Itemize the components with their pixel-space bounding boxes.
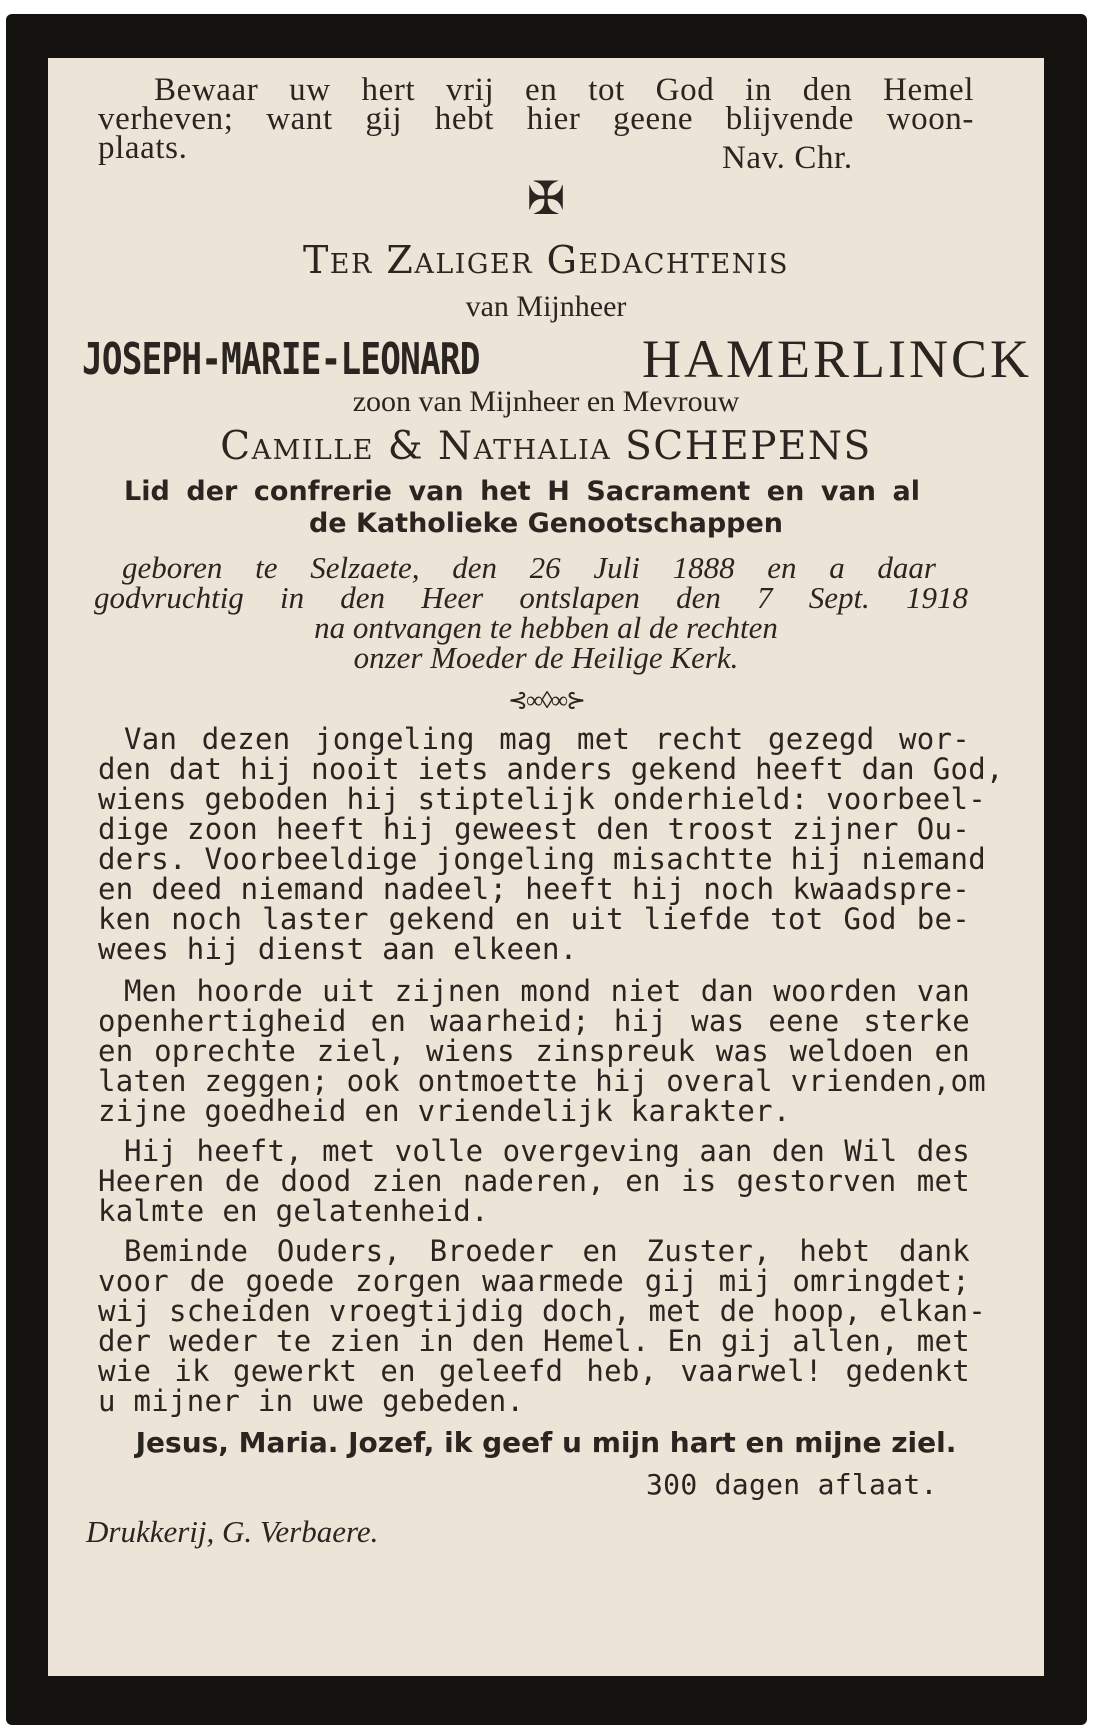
card-paper (48, 58, 1044, 1676)
para4-line-6: u mijner in uwe gebeden. (98, 1384, 525, 1418)
closing-prayer: Jesus, Maria. Jozef, ik geef u mijn hart en mijne ziel. (135, 1426, 957, 1459)
para4-line-1: Beminde Ouders, Broeder en Zuster, hebt dank (124, 1234, 970, 1268)
quote-source: Nav. Chr. (722, 140, 853, 176)
deceased-name (82, 328, 1032, 390)
indulgence-note: 300 dagen aflaat. (646, 1468, 938, 1501)
memorial-card (6, 14, 1087, 1725)
para2-line-5: zijne goedheid en vriendelijk karakter. (98, 1094, 791, 1128)
membership-line-1: Lid der confrerie van het H Sacrament en van al (124, 476, 920, 507)
para4-line-2: voor de goede zorgen waarmede gij mij omringdet; (98, 1264, 970, 1298)
sacraments-line: na ontvangen te hebben al de rechten (314, 610, 778, 645)
para3-line-2: Heeren de dood zien naderen, en is gestorven met (98, 1164, 970, 1198)
para3-line-1: Hij heeft, met volle overgeving aan den Wil des (124, 1134, 970, 1168)
para2-line-1: Men hoorde uit zijnen mond niet dan woorden van (124, 974, 970, 1008)
para2-line-4: laten zeggen; ook ontmoette hij overal vrienden,om (98, 1064, 986, 1098)
death-line: godvruchtig in den Heer ontslapen den 7 Sept. 1918 (94, 580, 968, 615)
para3-line-3: kalmte en gelatenheid. (98, 1194, 489, 1228)
quote-line-1: Bewaar uw hert vrij en tot God in den Hemel (154, 72, 974, 108)
parents-names: Camille & Nathalia SCHEPENS (220, 424, 872, 469)
son-of-line: zoon van Mijnheer en Mevrouw (352, 385, 740, 418)
birth-line: geboren te Selzaete, den 26 Juli 1888 en a daar (122, 550, 936, 585)
para1-line-2: den dat hij nooit iets anders gekend heeft dan God, (98, 752, 1004, 786)
quote-line-2: verheven; want gij hebt hier geene blijvende woon- (98, 101, 974, 137)
membership-line-2: de Katholieke Genootschappen (308, 508, 784, 539)
ornament-divider: ⊰∞◊∞⊱ (507, 688, 585, 714)
cross-icon: ✠ (526, 173, 566, 224)
para4-line-5: wie ik gewerkt en geleefd heb, vaarwel! gedenkt (98, 1354, 970, 1388)
para1-line-3: wiens geboden hij stiptelijk onderhield: voorbeel- (98, 782, 986, 816)
church-line: onzer Moeder de Heilige Kerk. (353, 640, 739, 675)
para1-line-4: dige zoon heeft hij geweest den troost zijner Ou- (98, 812, 970, 846)
para1-line-6: en deed niemand nadeel; heeft hij noch kwaadspre- (98, 872, 970, 906)
para4-line-4: der weder te zien in den Hemel. En gij allen, met (98, 1324, 970, 1358)
para2-line-2: openhertigheid en waarheid; hij was eene sterke (98, 1004, 970, 1038)
para4-line-3: wij scheiden vroegtijdig doch, met de hoop, elkan- (98, 1294, 986, 1328)
para1-line-5: ders. Voorbeeldige jongeling misachtte hij niemand (98, 842, 986, 876)
salutation: van Mijnheer (465, 290, 627, 323)
quote-line-3: plaats. (98, 130, 188, 166)
deceased-surname: HAMERLINCK (642, 329, 1032, 389)
printer-credit: Drukkerij, G. Verbaere. (86, 1514, 379, 1549)
deceased-first-names: JOSEPH-MARIE-LEONARD (82, 333, 480, 385)
para1-line-7: ken noch laster gekend en uit liefde tot God be- (98, 902, 970, 936)
memorial-title: Ter Zaliger Gedachtenis (302, 238, 790, 282)
para1-line-8: wees hij dienst aan elkeen. (98, 932, 578, 966)
para2-line-3: en oprechte ziel, wiens zinspreuk was weldoen en (98, 1034, 970, 1068)
para1-line-1: Van dezen jongeling mag met recht gezegd wor- (124, 722, 970, 756)
